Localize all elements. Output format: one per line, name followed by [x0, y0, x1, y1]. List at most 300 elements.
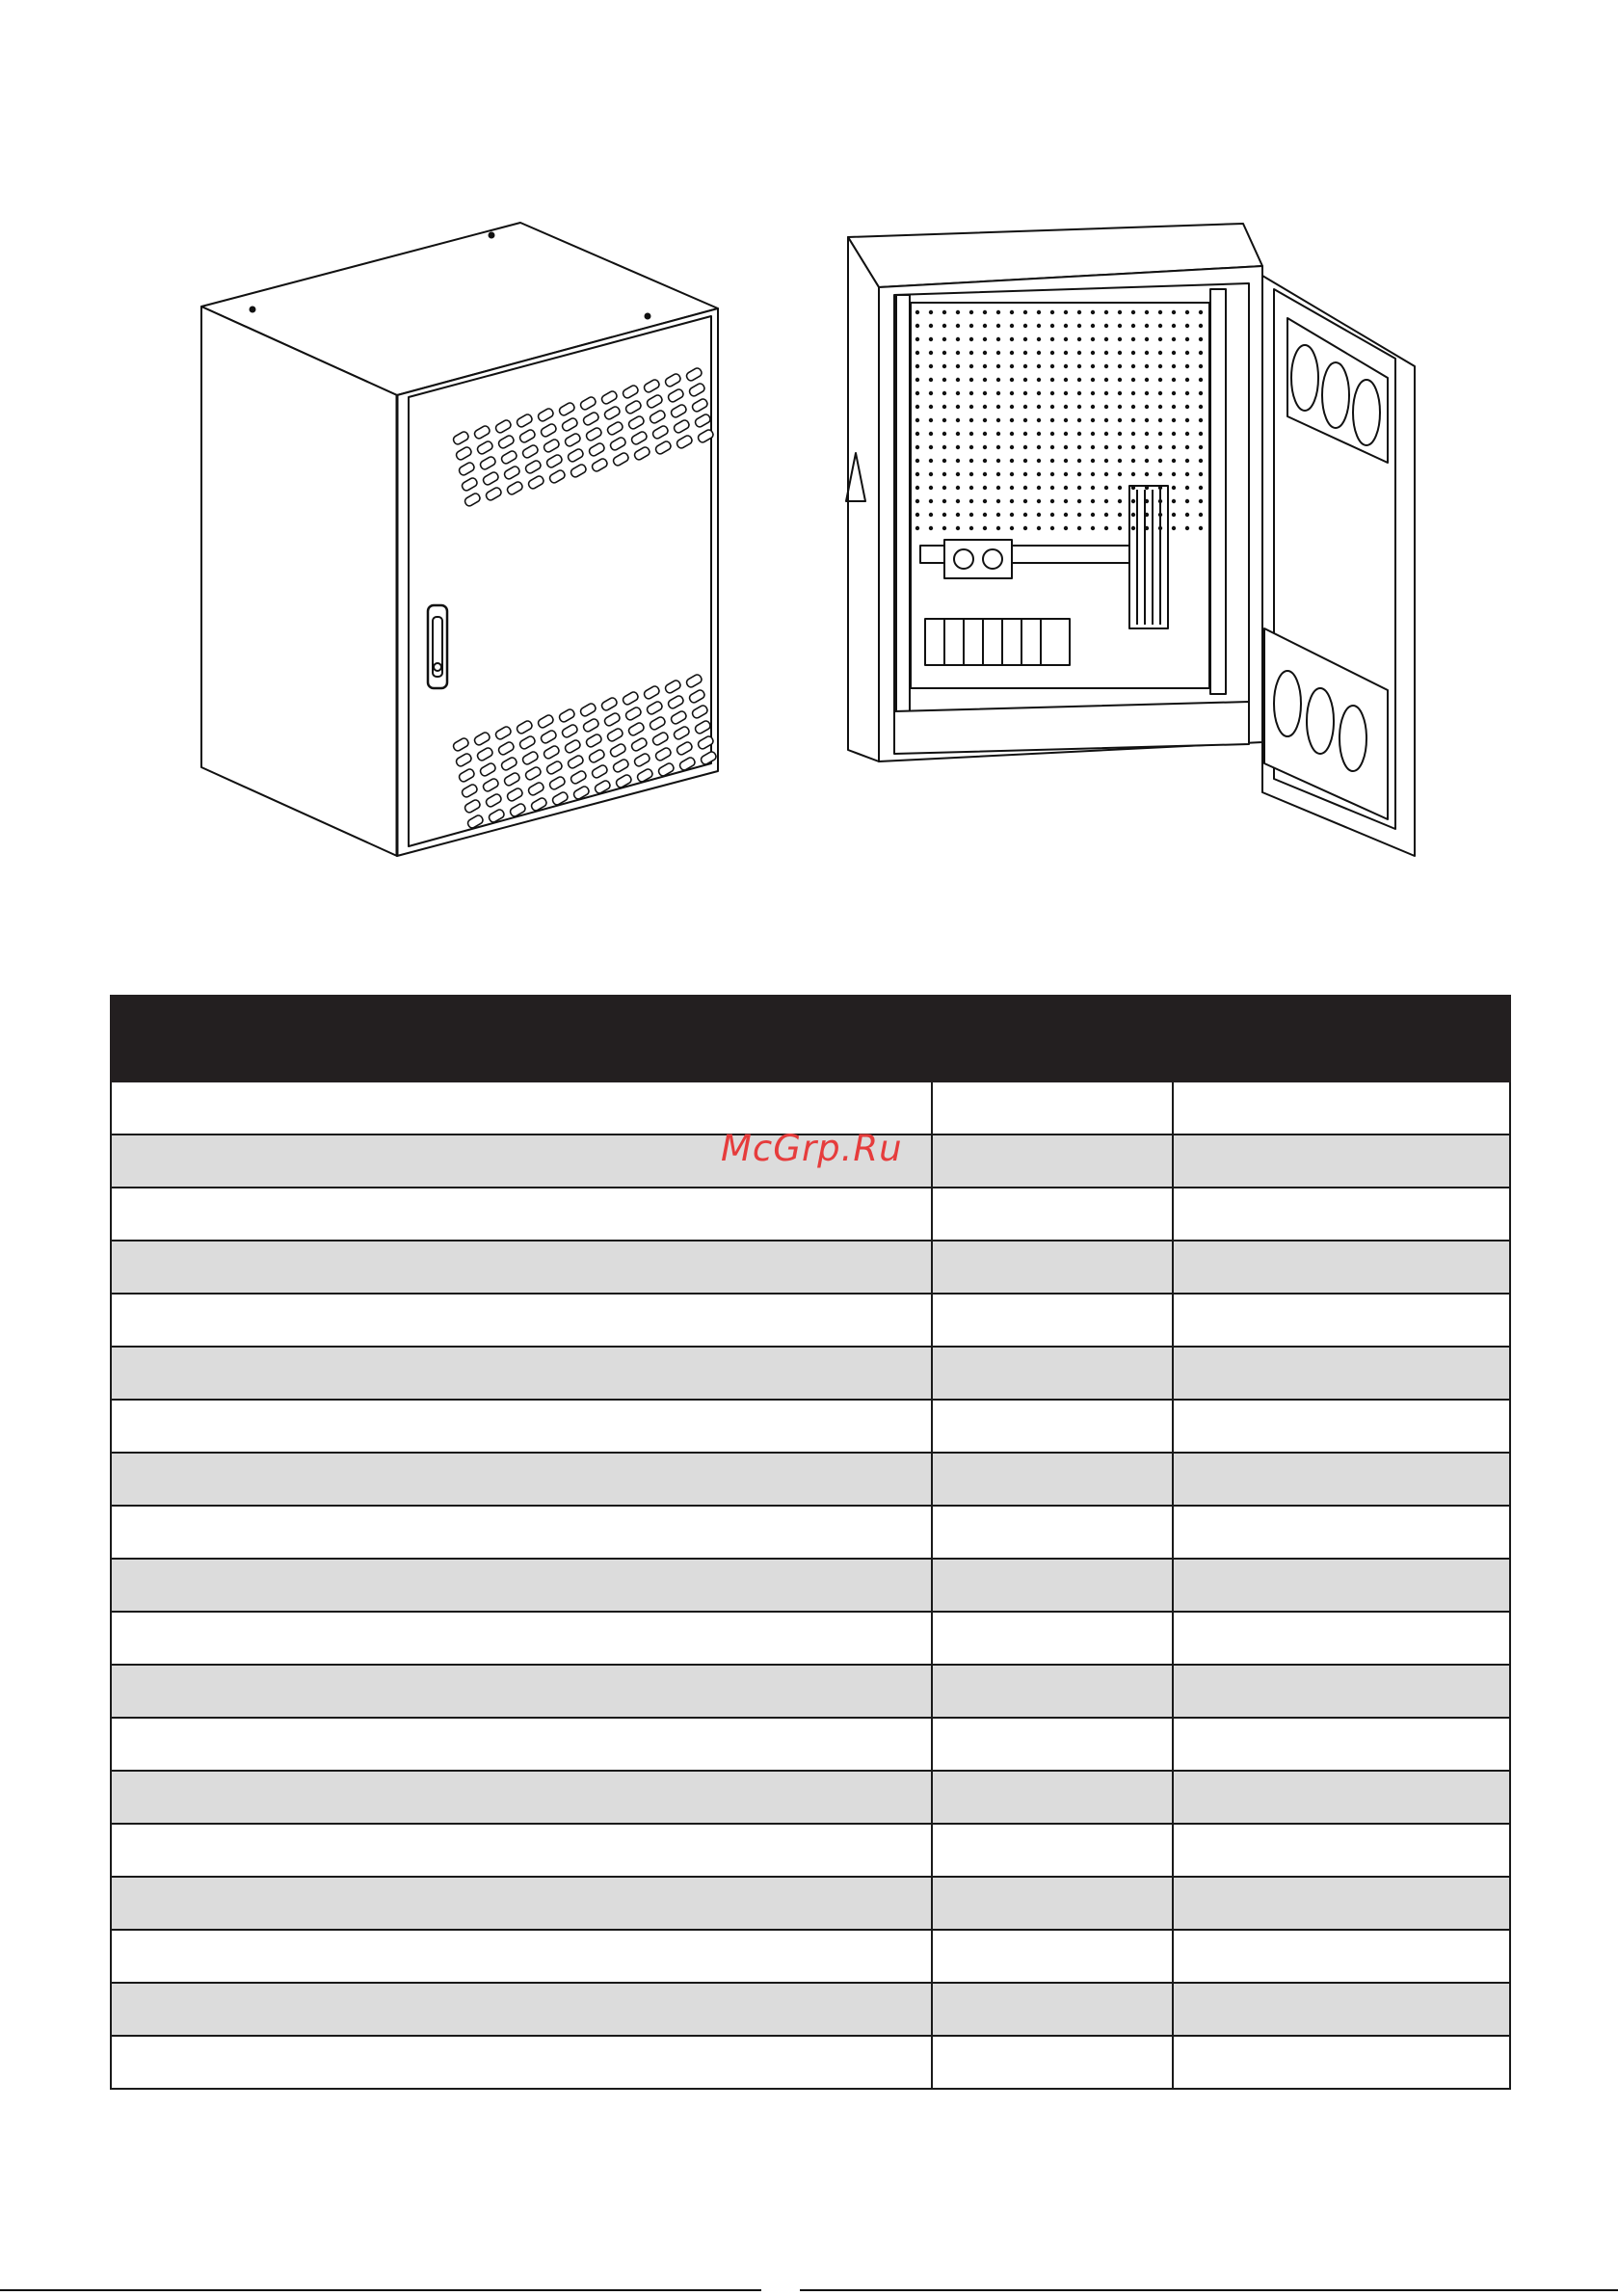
perforation-hole	[1172, 391, 1176, 395]
perforation-hole	[996, 378, 1000, 382]
perforation-hole	[969, 499, 973, 503]
table-cell	[1173, 1612, 1510, 1665]
table-cell	[932, 1930, 1173, 1983]
perforation-hole	[1010, 324, 1014, 328]
table-row	[111, 1241, 1510, 1294]
perforation-hole	[1131, 418, 1135, 422]
perforation-hole	[1199, 391, 1203, 395]
perforation-hole	[1104, 324, 1108, 328]
table-cell	[111, 1241, 932, 1294]
perforation-hole	[942, 405, 946, 409]
perforation-hole	[942, 526, 946, 530]
perforation-hole	[1091, 499, 1095, 503]
perforation-hole	[929, 445, 933, 449]
perforation-hole	[1172, 486, 1176, 490]
perforation-hole	[983, 526, 987, 530]
perforation-hole	[1118, 351, 1122, 355]
table-row	[111, 1559, 1510, 1612]
table-cell	[1173, 1877, 1510, 1930]
perforation-hole	[983, 486, 987, 490]
perforation-hole	[1010, 351, 1014, 355]
perforation-hole	[996, 432, 1000, 436]
perforation-hole	[929, 337, 933, 341]
perforation-hole	[1091, 391, 1095, 395]
perforation-hole	[983, 459, 987, 463]
perforation-hole	[1010, 499, 1014, 503]
perforation-hole	[1199, 378, 1203, 382]
footer-gap	[761, 2286, 800, 2292]
perforation-hole	[1131, 445, 1135, 449]
perforation-hole	[1131, 378, 1135, 382]
perforation-hole	[1077, 418, 1081, 422]
perforation-hole	[1199, 459, 1203, 463]
perforation-hole	[1091, 526, 1095, 530]
perforation-hole	[1131, 499, 1135, 503]
perforation-hole	[1010, 337, 1014, 341]
perforation-hole	[1131, 432, 1135, 436]
perforation-hole	[1050, 351, 1054, 355]
perforation-hole	[929, 405, 933, 409]
perforation-hole	[969, 418, 973, 422]
perforation-hole	[1185, 445, 1189, 449]
table-row	[111, 1612, 1510, 1665]
footer-rule	[0, 2289, 1618, 2291]
perforation-hole	[1037, 351, 1041, 355]
table-cell	[111, 1983, 932, 2036]
table-cell	[932, 1983, 1173, 2036]
perforation-hole	[956, 337, 960, 341]
table-cell	[932, 1241, 1173, 1294]
perforation-hole	[1064, 391, 1068, 395]
perforation-hole	[956, 378, 960, 382]
perforation-hole	[1091, 486, 1095, 490]
perforation-hole	[1050, 364, 1054, 368]
perforation-hole	[942, 486, 946, 490]
perforation-hole	[1172, 310, 1176, 314]
perforation-hole	[1118, 364, 1122, 368]
perforation-hole	[1023, 472, 1027, 476]
perforation-hole	[915, 378, 919, 382]
perforation-hole	[1118, 310, 1122, 314]
perforation-hole	[1158, 486, 1162, 490]
perforation-hole	[983, 364, 987, 368]
perforation-hole	[1158, 445, 1162, 449]
perforation-hole	[1172, 351, 1176, 355]
perforation-hole	[915, 337, 919, 341]
perforation-hole	[1104, 432, 1108, 436]
table-row	[111, 1400, 1510, 1453]
perforation-hole	[915, 405, 919, 409]
perforation-hole	[929, 391, 933, 395]
cabinet-illustrations	[0, 0, 1618, 964]
perforation-hole	[1050, 310, 1054, 314]
perforation-hole	[1185, 337, 1189, 341]
perforation-hole	[1145, 432, 1149, 436]
perforation-hole	[1077, 499, 1081, 503]
perforation-hole	[915, 364, 919, 368]
perforation-hole	[1118, 432, 1122, 436]
table-cell	[932, 1612, 1173, 1665]
perforation-hole	[929, 526, 933, 530]
perforation-hole	[1185, 364, 1189, 368]
table-cell	[1173, 1718, 1510, 1771]
perforation-hole	[1185, 432, 1189, 436]
perforation-hole	[1172, 499, 1176, 503]
perforation-hole	[956, 459, 960, 463]
perforation-hole	[942, 432, 946, 436]
perforation-hole	[1104, 418, 1108, 422]
perforation-hole	[1077, 405, 1081, 409]
perforation-hole	[929, 432, 933, 436]
perforation-hole	[1104, 499, 1108, 503]
perforation-hole	[1158, 472, 1162, 476]
perforation-hole	[1131, 459, 1135, 463]
perforation-hole	[1064, 324, 1068, 328]
perforation-hole	[996, 364, 1000, 368]
perforation-hole	[1037, 445, 1041, 449]
perforation-hole	[1037, 513, 1041, 517]
perforation-hole	[1077, 445, 1081, 449]
perforation-hole	[1185, 351, 1189, 355]
table-cell	[1173, 1453, 1510, 1506]
perforation-hole	[1199, 351, 1203, 355]
perforation-hole	[1185, 391, 1189, 395]
perforation-hole	[969, 432, 973, 436]
perforation-hole	[1199, 445, 1203, 449]
perforation-hole	[1131, 391, 1135, 395]
perforation-hole	[1118, 472, 1122, 476]
perforation-hole	[1118, 445, 1122, 449]
perforation-hole	[983, 405, 987, 409]
table-cell	[111, 1771, 932, 1824]
perforation-hole	[1037, 418, 1041, 422]
perforation-hole	[915, 526, 919, 530]
perforation-hole	[1050, 526, 1054, 530]
perforation-hole	[1158, 499, 1162, 503]
perforation-hole	[1010, 513, 1014, 517]
perforation-hole	[1199, 364, 1203, 368]
perforation-hole	[1158, 432, 1162, 436]
perforation-hole	[1131, 351, 1135, 355]
perforation-hole	[1145, 337, 1149, 341]
table-row	[111, 1718, 1510, 1771]
perforation-hole	[1145, 351, 1149, 355]
perforation-hole	[915, 445, 919, 449]
perforation-hole	[1172, 472, 1176, 476]
perforation-hole	[1104, 310, 1108, 314]
perforation-hole	[1091, 324, 1095, 328]
perforation-hole	[1064, 378, 1068, 382]
perforation-hole	[1199, 513, 1203, 517]
perforation-hole	[929, 324, 933, 328]
perforation-hole	[1010, 445, 1014, 449]
table-cell	[111, 2036, 932, 2089]
perforation-hole	[929, 418, 933, 422]
perforation-hole	[1064, 445, 1068, 449]
perforation-hole	[1064, 418, 1068, 422]
perforation-hole	[1158, 337, 1162, 341]
perforation-hole	[1037, 526, 1041, 530]
table-cell	[1173, 1081, 1510, 1135]
perforation-hole	[1010, 526, 1014, 530]
perforation-hole	[956, 486, 960, 490]
perforation-hole	[1145, 310, 1149, 314]
table-cell	[1173, 1400, 1510, 1453]
table-cell	[932, 1188, 1173, 1241]
perforation-hole	[1131, 486, 1135, 490]
perforation-hole	[942, 324, 946, 328]
table-cell	[111, 1294, 932, 1347]
perforation-hole	[1145, 472, 1149, 476]
perforation-hole	[1172, 445, 1176, 449]
perforation-hole	[1077, 324, 1081, 328]
perforation-hole	[996, 405, 1000, 409]
perforation-hole	[983, 445, 987, 449]
perforation-hole	[983, 418, 987, 422]
perforation-hole	[1091, 405, 1095, 409]
perforation-hole	[1172, 337, 1176, 341]
perforation-hole	[996, 526, 1000, 530]
perforation-hole	[1037, 405, 1041, 409]
perforation-hole	[1023, 351, 1027, 355]
perforation-hole	[996, 499, 1000, 503]
perforation-hole	[956, 310, 960, 314]
perforation-hole	[1023, 459, 1027, 463]
table-cell	[932, 1877, 1173, 1930]
perforation-hole	[942, 310, 946, 314]
perforation-hole	[1023, 391, 1027, 395]
perforation-hole	[942, 445, 946, 449]
table-cell	[1173, 1559, 1510, 1612]
perforation-hole	[1118, 391, 1122, 395]
perforation-hole	[1064, 526, 1068, 530]
perforation-hole	[1131, 324, 1135, 328]
perforation-hole	[1158, 351, 1162, 355]
open-cabinet-figure	[846, 224, 1415, 856]
perforation-hole	[1023, 310, 1027, 314]
perforation-hole	[929, 486, 933, 490]
perforation-hole	[1145, 513, 1149, 517]
perforation-hole	[942, 418, 946, 422]
perforation-hole	[956, 526, 960, 530]
perforation-hole	[929, 459, 933, 463]
table-cell	[111, 1824, 932, 1877]
table-cell	[1173, 1241, 1510, 1294]
perforation-hole	[915, 499, 919, 503]
perforation-hole	[929, 513, 933, 517]
perforation-hole	[1118, 513, 1122, 517]
perforation-hole	[1158, 310, 1162, 314]
table-cell	[1173, 2036, 1510, 2089]
table-cell	[932, 1400, 1173, 1453]
perforation-hole	[1050, 459, 1054, 463]
perforation-hole	[983, 310, 987, 314]
perforation-hole	[1010, 418, 1014, 422]
perforation-hole	[1077, 432, 1081, 436]
perforation-hole	[1172, 364, 1176, 368]
table-cell	[932, 1559, 1173, 1612]
perforation-hole	[1104, 445, 1108, 449]
perforation-hole	[1037, 499, 1041, 503]
perforation-hole	[1064, 405, 1068, 409]
table-cell	[1173, 1983, 1510, 2036]
perforation-hole	[1037, 324, 1041, 328]
perforation-hole	[1104, 337, 1108, 341]
perforation-hole	[1023, 445, 1027, 449]
perforation-hole	[1091, 472, 1095, 476]
perforation-hole	[1185, 378, 1189, 382]
perforation-hole	[996, 486, 1000, 490]
perforation-hole	[956, 513, 960, 517]
perforation-hole	[1185, 472, 1189, 476]
perforation-hole	[1037, 310, 1041, 314]
perforation-hole	[956, 324, 960, 328]
perforation-hole	[1077, 391, 1081, 395]
perforation-hole	[969, 337, 973, 341]
perforation-hole	[1064, 499, 1068, 503]
table-row	[111, 1188, 1510, 1241]
table-cell	[1173, 1930, 1510, 1983]
table-row	[111, 1294, 1510, 1347]
perforation-hole	[1091, 432, 1095, 436]
perforation-hole	[1010, 378, 1014, 382]
perforation-hole	[969, 513, 973, 517]
perforation-hole	[915, 310, 919, 314]
perforation-hole	[996, 310, 1000, 314]
perforation-hole	[1104, 513, 1108, 517]
table-cell	[111, 1930, 932, 1983]
table-cell	[111, 1559, 932, 1612]
perforation-hole	[1199, 418, 1203, 422]
perforation-hole	[969, 351, 973, 355]
perforation-hole	[969, 526, 973, 530]
table-cell	[932, 1347, 1173, 1400]
header-cell-unit	[932, 996, 1173, 1081]
perforation-hole	[1050, 432, 1054, 436]
table-cell	[1173, 1135, 1510, 1188]
perforation-hole	[1185, 324, 1189, 328]
perforation-hole	[1118, 418, 1122, 422]
perforation-hole	[1199, 324, 1203, 328]
perforation-hole	[1145, 378, 1149, 382]
perforation-hole	[983, 432, 987, 436]
perforation-hole	[969, 310, 973, 314]
perforation-hole	[1104, 526, 1108, 530]
perforation-hole	[915, 324, 919, 328]
perforation-hole	[1131, 513, 1135, 517]
perforation-hole	[942, 378, 946, 382]
perforation-hole	[983, 391, 987, 395]
perforation-hole	[1131, 364, 1135, 368]
perforation-hole	[996, 337, 1000, 341]
perforation-hole	[1172, 459, 1176, 463]
perforation-hole	[1023, 324, 1027, 328]
perforation-hole	[1023, 486, 1027, 490]
perforation-hole	[1010, 459, 1014, 463]
perforation-hole	[956, 391, 960, 395]
perforation-hole	[1050, 486, 1054, 490]
perforation-hole	[1104, 472, 1108, 476]
perforation-hole	[1185, 486, 1189, 490]
perforation-hole	[1023, 418, 1027, 422]
perforation-hole	[1158, 418, 1162, 422]
perforation-hole	[983, 513, 987, 517]
table-row	[111, 1771, 1510, 1824]
perforation-hole	[1118, 459, 1122, 463]
perforation-hole	[1050, 324, 1054, 328]
table-cell	[111, 1718, 932, 1771]
perforation-hole	[929, 364, 933, 368]
perforation-hole	[1131, 526, 1135, 530]
perforation-hole	[1145, 499, 1149, 503]
perforation-hole	[1158, 324, 1162, 328]
perforation-hole	[996, 472, 1000, 476]
perforation-hole	[942, 472, 946, 476]
perforation-hole	[915, 351, 919, 355]
table-cell	[932, 1771, 1173, 1824]
perforation-hole	[1010, 364, 1014, 368]
table-cell	[111, 1188, 932, 1241]
perforation-hole	[1091, 378, 1095, 382]
table-cell	[932, 1824, 1173, 1877]
perforation-hole	[1037, 472, 1041, 476]
perforation-hole	[1158, 513, 1162, 517]
perforation-hole	[1145, 445, 1149, 449]
perforation-hole	[1037, 486, 1041, 490]
table-cell	[111, 1612, 932, 1665]
perforation-hole	[969, 324, 973, 328]
header-cell-value	[1173, 996, 1510, 1081]
perforation-hole	[1064, 364, 1068, 368]
perforation-hole	[1010, 391, 1014, 395]
perforation-hole	[1037, 364, 1041, 368]
perforation-hole	[915, 486, 919, 490]
perforation-hole	[1023, 337, 1027, 341]
perforation-hole	[1118, 499, 1122, 503]
perforation-hole	[1077, 337, 1081, 341]
perforation-hole	[1145, 324, 1149, 328]
perforation-hole	[1104, 486, 1108, 490]
table-cell	[1173, 1506, 1510, 1559]
perforation-hole	[1023, 499, 1027, 503]
perforation-hole	[969, 472, 973, 476]
table-row	[111, 1930, 1510, 1983]
table-row	[111, 1453, 1510, 1506]
perforation-hole	[1050, 391, 1054, 395]
perforation-hole	[942, 513, 946, 517]
table-cell	[932, 1135, 1173, 1188]
perforation-hole	[1131, 405, 1135, 409]
table-cell	[932, 1294, 1173, 1347]
perforation-hole	[1037, 337, 1041, 341]
perforation-hole	[929, 378, 933, 382]
perforation-hole	[1172, 526, 1176, 530]
perforation-hole	[969, 459, 973, 463]
perforation-hole	[1064, 432, 1068, 436]
perforation-hole	[969, 445, 973, 449]
perforation-hole	[942, 337, 946, 341]
perforation-hole	[996, 459, 1000, 463]
table-row	[111, 1081, 1510, 1135]
perforation-hole	[1077, 351, 1081, 355]
perforation-hole	[1064, 310, 1068, 314]
perforation-hole	[1118, 378, 1122, 382]
perforation-hole	[996, 418, 1000, 422]
table-row	[111, 1665, 1510, 1718]
perforation-hole	[983, 337, 987, 341]
perforation-hole	[1185, 459, 1189, 463]
perforation-hole	[1158, 378, 1162, 382]
